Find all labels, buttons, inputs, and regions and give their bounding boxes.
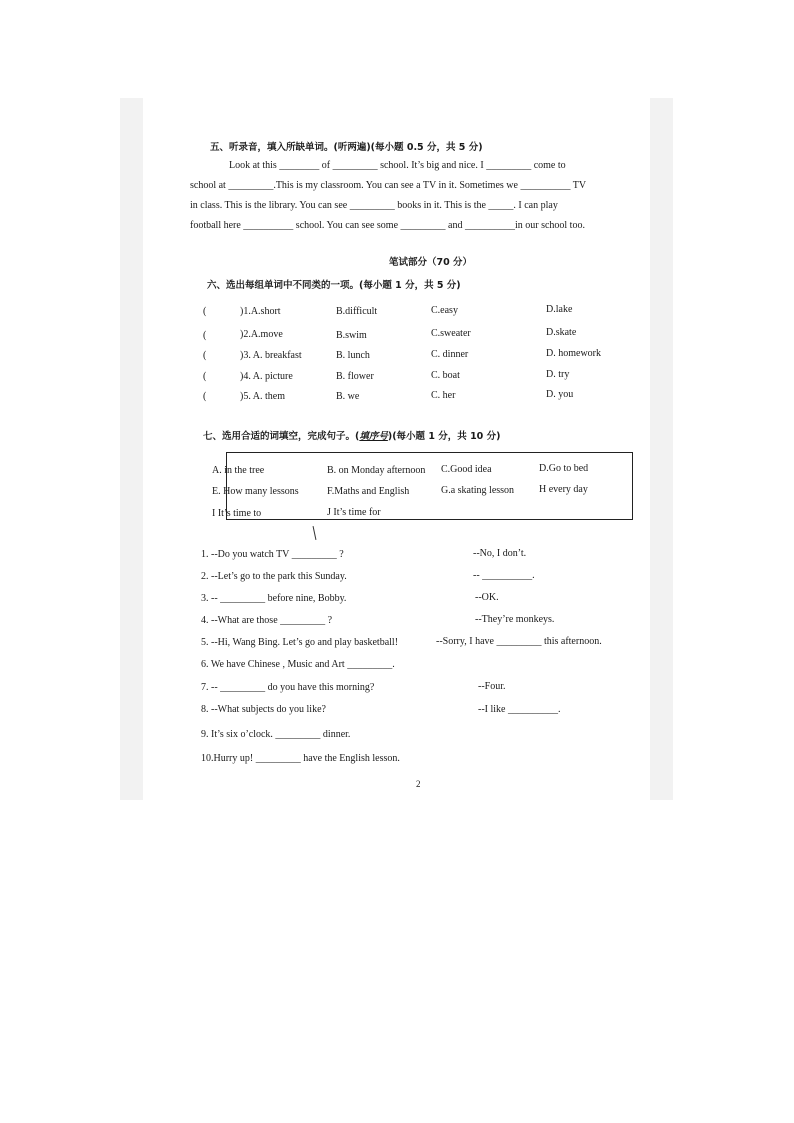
word-bank-option-h: H every day <box>539 484 588 495</box>
answer-5: --Sorry, I have _________ this afternoon. <box>436 636 602 647</box>
word-bank-option-b: B. on Monday afternoon <box>327 465 426 476</box>
option-a: )4. A. picture <box>240 371 293 382</box>
answer-7: --Four. <box>478 681 506 692</box>
option-b: B.swim <box>336 330 367 341</box>
option-a: )5. A. them <box>240 391 285 402</box>
option-d: D. homework <box>546 348 601 359</box>
option-c: C.sweater <box>431 328 471 339</box>
page-number: 2 <box>416 779 421 789</box>
word-bank-option-a: A. in the tree <box>212 465 265 476</box>
section7-heading-pre: 七、选用合适的词填空，完成句子。( <box>203 431 360 442</box>
section7-heading-post: )(每小题 1 分，共 10 分) <box>387 431 501 442</box>
option-b: B. lunch <box>336 350 370 361</box>
section5-line-1: Look at this ________ of _________ school. It’s big and nice. I _________ come to <box>229 160 566 171</box>
question-2: 2. --Let’s go to the park this Sunday. <box>201 571 347 582</box>
option-d: D.skate <box>546 327 577 338</box>
option-c: C. her <box>431 390 456 401</box>
word-bank-option-j: J It’s time for <box>327 507 381 518</box>
section5-line-2: school at _________.This is my classroom. You can see a TV in it. Sometimes we __________ TV <box>190 180 587 191</box>
section5-line-3: in class. This is the library. You can see _________ books in it. This is the _____. I can play <box>190 200 558 211</box>
answer-1: --No, I don’t. <box>473 548 527 559</box>
question-1: 1. --Do you watch TV _________ ? <box>201 549 344 560</box>
option-c: C. boat <box>431 370 460 381</box>
section5-line-4: football here __________ school. You can see some _________ and __________in our school too. <box>190 220 585 231</box>
question-10: 10.Hurry up! _________ have the English lesson. <box>201 753 400 764</box>
answer-8: --I like __________. <box>478 704 561 715</box>
answer-paren: ( <box>203 306 207 317</box>
option-d: D. try <box>546 369 570 380</box>
section6-heading: 六、选出每组单词中不同类的一项。(每小题 1 分，共 5 分) <box>207 280 461 291</box>
option-d: D.lake <box>546 304 573 315</box>
answer-2: -- __________. <box>473 570 535 581</box>
scanned-page-background <box>120 98 673 800</box>
option-a: )3. A. breakfast <box>240 350 302 361</box>
word-bank-option-e: E. How many lessons <box>212 486 299 497</box>
question-9: 9. It’s six o’clock. _________ dinner. <box>201 729 351 740</box>
answer-paren: ( <box>203 330 207 341</box>
exam-paper <box>143 98 650 800</box>
word-bank-option-g: G.a skating lesson <box>441 485 515 496</box>
section7-heading <box>203 431 500 443</box>
section5-heading: 五、听录音，填入所缺单词。(听两遍)(每小题 0.5 分，共 5 分) <box>210 142 483 153</box>
question-4: 4. --What are those _________ ? <box>201 615 333 626</box>
option-b: B. flower <box>336 371 374 382</box>
written-part-title: 笔试部分（70 分） <box>389 257 473 268</box>
question-7: 7. -- _________ do you have this morning? <box>201 682 375 693</box>
word-bank-option-f: F.Maths and English <box>327 486 410 497</box>
option-c: C. dinner <box>431 349 469 360</box>
option-c: C.easy <box>431 305 458 316</box>
section7-heading-tag: 填序号 <box>359 431 388 442</box>
word-bank-option-i: I It’s time to <box>212 508 262 519</box>
answer-paren: ( <box>203 350 207 361</box>
option-d: D. you <box>546 389 574 400</box>
pen-mark <box>313 526 317 540</box>
question-3: 3. -- _________ before nine, Bobby. <box>201 593 347 604</box>
word-bank-option-d: D.Go to bed <box>539 463 589 474</box>
option-b: B.difficult <box>336 306 378 317</box>
question-6: 6. We have Chinese , Music and Art _________. <box>201 659 395 670</box>
answer-paren: ( <box>203 391 207 402</box>
word-bank-option-c: C.Good idea <box>441 464 492 475</box>
answer-paren: ( <box>203 371 207 382</box>
question-8: 8. --What subjects do you like? <box>201 704 326 715</box>
answer-3: --OK. <box>475 592 499 603</box>
option-a: )1.A.short <box>240 306 281 317</box>
option-a: )2.A.move <box>240 329 283 340</box>
question-5: 5. --Hi, Wang Bing. Let’s go and play basketball! <box>201 637 399 648</box>
option-b: B. we <box>336 391 360 402</box>
answer-4: --They’re monkeys. <box>475 614 555 625</box>
